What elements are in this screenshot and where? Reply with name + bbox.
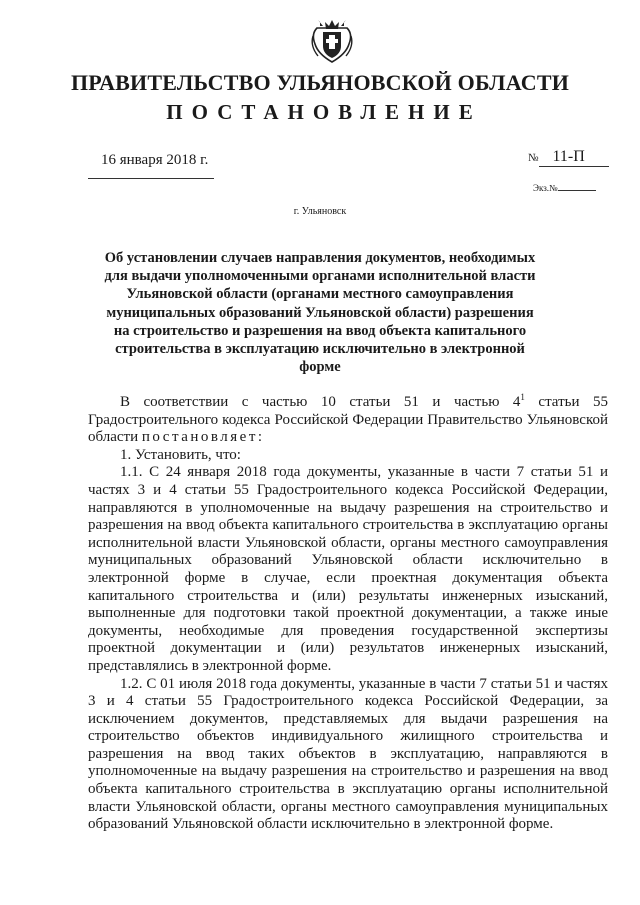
document-title: Об установлении случаев направления документов, необходимых для выдачи уполномоченными органами исполнительной власти Ульяновской области (органами местного самоуправления муниципальных образований Ульяновской области) разрешения на строительство и разрешения на ввод объекта капитального строительства в эксплуатацию исключительно в электронной форме: [104, 250, 536, 376]
superscript: 1: [520, 392, 525, 402]
copy-number: [533, 183, 596, 193]
organization-name: ПРАВИТЕЛЬСТВО УЛЬЯНОВСКОЙ ОБЛАСТИ: [70, 70, 570, 95]
number-sign: №: [528, 152, 539, 164]
document-date: 16 января 2018 г.: [101, 152, 209, 168]
number-value: 11-П: [539, 148, 609, 167]
document-number: [528, 148, 609, 167]
document-type: ПОСТАНОВЛЕНИЕ: [166, 100, 482, 124]
resolves-word: постановляет: [141, 429, 258, 446]
date-underline: [88, 178, 214, 179]
coat-of-arms-icon: [309, 16, 355, 66]
item-1-1: 1.1. С 24 января 2018 года документы, указанные в части 7 статьи 51 и частях 3 и 4 статьи 55 Градостроительного кодекса Российской Федерации, направляются в уполномоченные на выдачу разрешения на строительство и разрешения на ввод объекта капитального строительства в эксплуатацию органы исполнительной власти Ульяновской области, органы местного самоуправления муниципальных образований Ульяновской области исключительно в электронной форме в случае, если проектная документация объекта капитального строительства и (или) результаты инженерных изысканий, выполненные для подготовки такой проектной документации, а также иные документы, необходимые для проведения государственной экспертизы проектной документации и (или) результатов инженерных изысканий, представлялись в электронной форме.: [88, 464, 608, 674]
intro-paragraph: В соответствии с частью 10 статьи 51 и частью $4^1$ статьи 55 Градостроительного кодекса Российской Федерации Правительство Ульяновской области постановляет:: [88, 392, 608, 446]
copy-label: Экз.№: [533, 183, 558, 193]
item-1-2: 1.2. С 01 июля 2018 года документы, указанные в части 7 статьи 51 и частях 3 и 4 статьи 55 Градостроительного кодекса Российской Федерации, за исключением документов, представляемых для выдачи разрешения на строительство объектов индивидуального жилищного строительства и разрешения на ввод таких объектов в эксплуатацию, направляются в уполномоченные на выдачу разрешения на строительство и разрешения на ввод объекта капитального строительства в эксплуатацию органы исполнительной власти Ульяновской области, органы местного самоуправления муниципальных образований Ульяновской области исключительно в электронной форме.: [88, 675, 608, 833]
item-1: 1. Установить, что:: [120, 446, 241, 463]
document-body: [88, 394, 608, 834]
city: г. Ульяновск: [293, 206, 347, 217]
copy-blank: [558, 190, 596, 191]
